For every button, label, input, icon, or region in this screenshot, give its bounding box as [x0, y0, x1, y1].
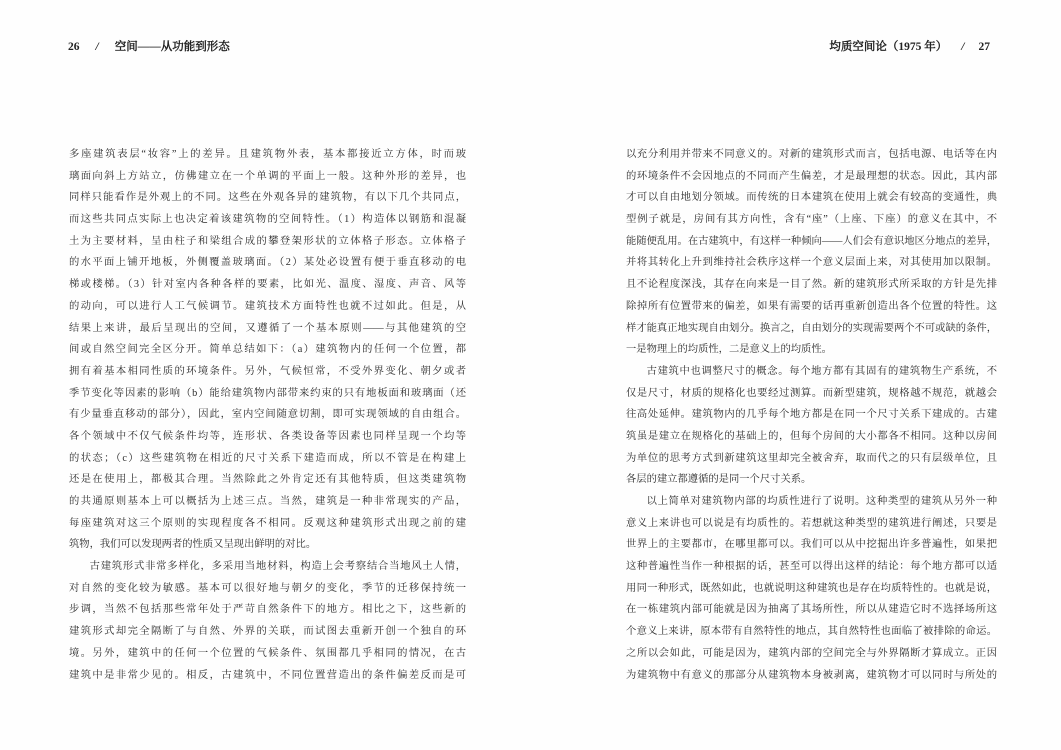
text-line: 除掉所有位置带来的偏差，如果有需要的话再重新创造出各个位置的特性。这 — [626, 300, 997, 312]
text-line: 才可以自由地划分领域。而传统的日本建筑在使用上就会有较高的变通性，典 — [626, 192, 997, 204]
right-running-title: 均质空间论（1975 年） — [829, 41, 948, 53]
text-line: 季节变化等因素的影响（b）能给建筑物内部带来约束的只有地板面和玻璃面（还 — [69, 387, 466, 399]
left-running-title: 空间——从功能到形态 — [114, 41, 230, 53]
text-line: 的动向，可以进行人工气候调节。建筑技术方面特性也就不过如此。但是，从 — [69, 300, 466, 312]
text-line: 建筑中是非常少见的。相反，古建筑中，不同位置营造出的条件偏差反而是可 — [69, 669, 466, 681]
text-line: 这种普遍性当作一种根据的话，甚至可以得出这样的结论：每个地方都可以适 — [626, 561, 997, 573]
text-line: 还是在使用上，都极其合理。当然除此之外肯定还有其他特质，但这类建筑物 — [69, 474, 466, 486]
right-running-head — [829, 38, 990, 54]
text-line: 为建筑物中有意义的那部分从建筑物本身被剥离，建筑物才可以同时与所处的 — [626, 669, 997, 681]
text-line: 境。另外，建筑中的任何一个位置的气候条件、氛围都几乎相同的情况，在古 — [69, 647, 466, 659]
right-page-number: 27 — [978, 41, 990, 53]
header-separator: / — [95, 41, 99, 53]
text-line: 的状态；（c）这些建筑物在相近的尺寸关系下建造而成，所以不管是在构建上 — [69, 452, 466, 464]
text-line: 型例子就是，房间有其方向性，含有“座”（上座、下座）的意义在其中，不 — [626, 214, 997, 226]
text-line: 土为主要材料，呈由柱子和梁组合成的攀登架形状的立体格子形态。立体格子 — [69, 235, 466, 247]
text-line: 筑物，我们可以发现两者的性质又呈现出鲜明的对比。 — [69, 539, 317, 551]
text-line: 梯或楼梯。（3）针对室内各种各样的要素，比如光、温度、湿度、声音、风等 — [69, 279, 466, 291]
left-running-head — [68, 38, 230, 54]
text-line: 步调，当然不包括那些常年处于严苛自然条件下的地方。相比之下，这些新的 — [69, 604, 466, 616]
text-line: 个意义上来讲，原本带有自然特性的地点，其自然特性也面临了被排除的命运。 — [626, 626, 997, 638]
text-line: 间或自然空间完全区分开。简单总结如下：（a）建筑物内的任何一个位置，都 — [69, 344, 466, 356]
text-line: 古建筑形式非常多样化，多采用当地材料，构造上会考察结合当地风土人情， — [89, 561, 466, 573]
text-line: 仅是尺寸，材质的规格化也要经过测算。而新型建筑，规格越不规范，就越会 — [626, 387, 997, 399]
text-line: 且不论程度深浅，其存在向来是一目了然。新的建筑形式所采取的方针是先排 — [626, 279, 997, 291]
right-page-body — [626, 144, 997, 686]
left-page-number: 26 — [68, 41, 80, 53]
text-line: 各个领域中不仅气候条件均等，连形状、各类设备等因素也同样呈现一个均等 — [69, 430, 466, 442]
text-line: 筑虽是建立在规格化的基础上的，但每个房间的大小都各不相同。这种以房间 — [626, 430, 997, 442]
text-line: 每座建筑对这三个原则的实现程度各不相同。反观这种建筑形式出现之前的建 — [69, 517, 466, 529]
text-line: 建筑形式却完全隔断了与自然、外界的关联，而试图去重新开创一个独自的环 — [69, 626, 466, 638]
text-line: 以充分利用并带来不同意义的。对新的建筑形式而言，包括电源、电话等在内 — [626, 149, 997, 160]
text-line: 的水平面上铺开地板，外侧覆盖玻璃面。（2）某处必设置有便于垂直移动的电 — [69, 257, 466, 269]
text-line: 样才能真正地实现自由划分。换言之，自由划分的实现需要两个不可或缺的条件， — [626, 322, 997, 334]
text-line: 古建筑中也调整尺寸的概念。每个地方都有其固有的建筑物生产系统，不 — [646, 365, 997, 377]
text-line: 而这些共同点实际上也决定着该建筑物的空间特性。（1）构造体以钢筋和混凝 — [69, 214, 466, 226]
text-line: 世界上的主要都市，在哪里都可以。我们可以从中挖掘出许多普遍性，如果把 — [626, 539, 997, 551]
header-separator: / — [961, 41, 965, 53]
text-line: 结果上来讲，最后呈现出的空间，又遵循了一个基本原则——与其他建筑的空 — [69, 322, 466, 334]
text-line: 的环境条件不会因地点的不同而产生偏差，才是最理想的状态。因此，其内部 — [626, 170, 997, 182]
text-line: 在一栋建筑内部可能就是因为抽离了其场所性，所以从建造它时不选择场所这 — [626, 604, 997, 616]
text-line: 能随便乱用。在古建筑中，有这样一种倾向——人们会有意识地区分地点的差异， — [626, 235, 997, 247]
text-line: 的共通原则基本上可以概括为上述三点。当然，建筑是一种非常现实的产品， — [69, 496, 466, 507]
text-line: 并将其转化上升到维持社会秩序这样一个意义层面上来，对其使用加以限制。 — [626, 257, 997, 269]
text-line: 为单位的思考方式到新建筑这里却完全被舍弃，取而代之的只有层级单位，且 — [626, 452, 997, 464]
text-line: 对自然的变化较为敏感。基本可以很好地与朝夕的变化，季节的迁移保持统一 — [69, 582, 466, 594]
text-line: 意义上来讲也可以说是有均质性的。若想就这种类型的建筑进行阐述，只要是 — [626, 517, 997, 529]
text-line: 多座建筑表层“妆容”上的差异。且建筑物外表，基本都接近立方体，时而玻 — [69, 149, 466, 160]
text-line: 用同一种形式，既然如此，也就说明这种建筑也是存在均质特性的。也就是说， — [626, 582, 997, 594]
text-line: 璃面向斜上方站立，仿佛建立在一个单调的平面上一般。这种外形的差异，也 — [69, 170, 466, 182]
text-line: 往高处延伸。建筑物内的几乎每个地方都是在同一个尺寸关系下建成的。古建 — [626, 409, 997, 421]
text-line: 以上简单对建筑物内部的均质性进行了说明。这种类型的建筑从另外一种 — [646, 496, 997, 507]
text-line: 拥有着基本相同性质的环境条件。另外，气候恒常，不受外界变化、朝夕或者 — [69, 365, 466, 377]
left-page-body — [69, 144, 466, 686]
text-line: 一是物理上的均质性，二是意义上的均质性。 — [626, 344, 832, 356]
text-line: 各层的建立都遵循的是同一个尺寸关系。 — [626, 474, 812, 486]
text-line: 有少量垂直移动的部分），因此，室内空间随意切割，即可实现领域的自由组合。 — [69, 409, 466, 421]
text-line: 同样只能看作是外观上的不同。这些在外观各异的建筑物，有以下几个共同点， — [69, 192, 466, 204]
text-line: 之所以会如此，可能是因为，建筑内部的空间完全与外界隔断才算成立。正因 — [626, 647, 997, 659]
